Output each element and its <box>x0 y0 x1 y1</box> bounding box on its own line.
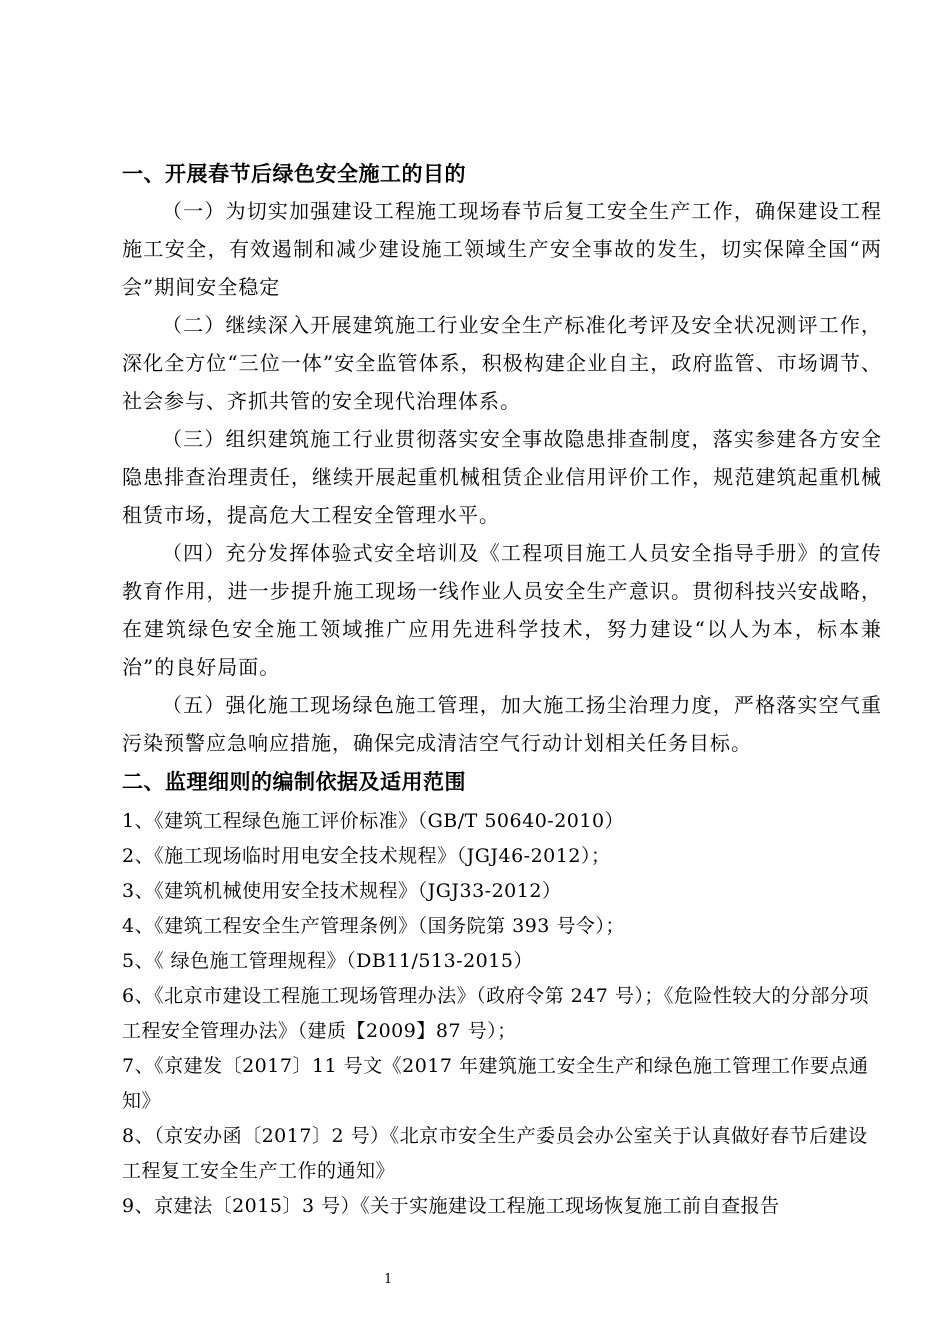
section-1-heading: 一、开展春节后绿色安全施工的目的 <box>122 162 466 186</box>
section-1-paragraph-2: （二）继续深入开展建筑施工行业安全生产标准化考评及安全状况测评工作，深化全方位“三位一体”安全监管体系，积极构建企业自主，政府监管、市场调节、社会参与、齐抓共管的安全现代治理体系。 <box>122 313 882 413</box>
reference-item-4: 4、《建筑工程安全生产管理条例》（国务院第 393 号令）； <box>122 915 625 937</box>
reference-list <box>122 804 882 1224</box>
reference-item-1: 1、《建筑工程绿色施工评价标准》（GB/T 50640-2010） <box>122 810 625 832</box>
section-1-paragraph-3: （三）组织建筑施工行业贯彻落实安全事故隐患排查制度，落实参建各方安全隐患排查治理责任，继续开展起重机械租赁企业信用评价工作，规范建筑起重机械租赁市场，提高危大工程安全管理水平。 <box>122 427 882 527</box>
section-2-heading: 二、监理细则的编制依据及适用范围 <box>122 770 466 794</box>
reference-item-5: 5、《 绿色施工管理规程》（DB11/513-2015） <box>122 950 533 972</box>
page-number: 1 <box>384 1272 393 1287</box>
reference-item-7: 7、《京建发〔2017〕11 号文《2017 年建筑施工安全生产和绿色施工管理工作要点通知》 <box>122 1055 869 1112</box>
section-1-paragraph-1: （一）为切实加强建设工程施工现场春节后复工安全生产工作，确保建设工程施工安全，有效遏制和减少建设施工领域生产安全事故的发生，切实保障全国“两会”期间安全稳定 <box>122 199 882 299</box>
reference-item-9: 9、京建法〔2015〕3 号）《关于实施建设工程施工现场恢复施工前自查报告 <box>122 1195 780 1217</box>
document-page <box>122 156 882 1224</box>
reference-item-3: 3、《建筑机械使用安全技术规程》（JGJ33-2012） <box>122 880 562 902</box>
reference-item-8: 8、（京安办函〔2017〕2 号）《北京市安全生产委员会办公室关于认真做好春节后建设工程复工安全生产工作的通知》 <box>122 1125 868 1182</box>
reference-item-6: 6、《北京市建设工程施工现场管理办法》（政府令第 247 号）；《危险性较大的分部分项工程安全管理办法》（建质【2009】87 号）； <box>122 985 869 1042</box>
section-1-paragraph-4: （四）充分发挥体验式安全培训及《工程项目施工人员安全指导手册》的宣传教育作用，进一步提升施工现场一线作业人员安全生产意识。贯彻科技兴安战略，在建筑绿色安全施工领域推广应用先进科学技术，努力建设“以人为本，标本兼治”的良好局面。 <box>122 541 882 679</box>
section-1-paragraph-5: （五）强化施工现场绿色施工管理，加大施工扬尘治理力度，严格落实空气重污染预警应急响应措施，确保完成清洁空气行动计划相关任务目标。 <box>122 693 882 755</box>
reference-item-2: 2、《施工现场临时用电安全技术规程》（JGJ46-2012）； <box>122 845 611 867</box>
